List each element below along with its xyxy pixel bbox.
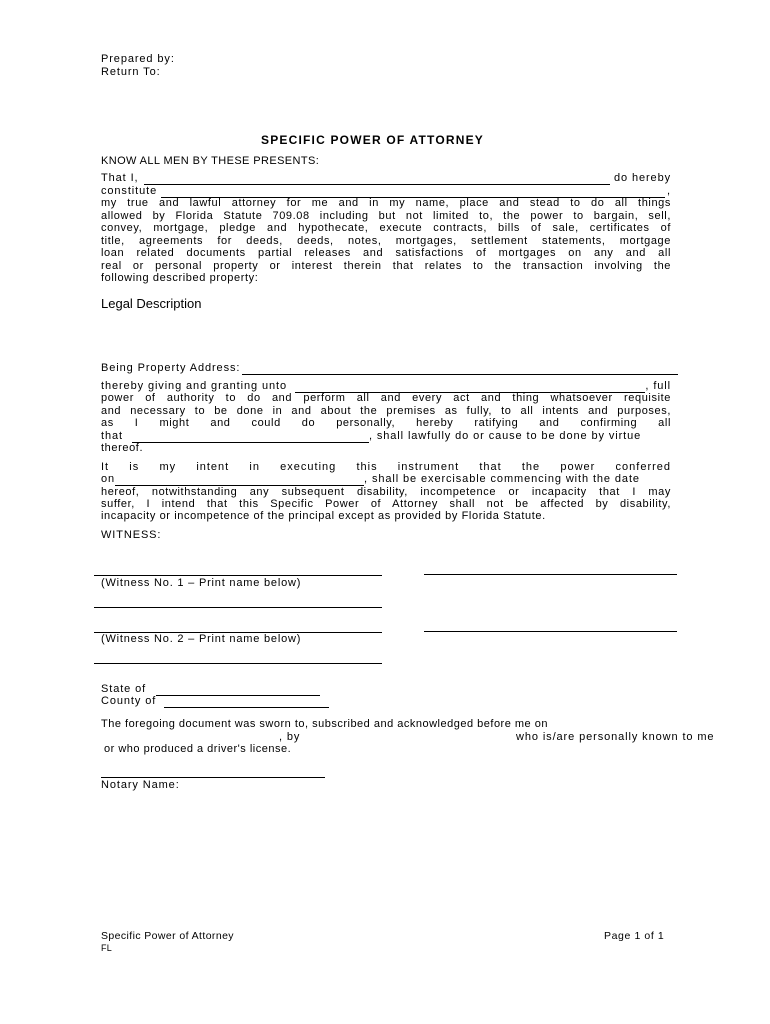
drivers-license-text: or who produced a driver's license. — [104, 743, 292, 755]
that-i-text: That I, — [101, 172, 139, 184]
prepared-by-label: Prepared by: — [101, 53, 175, 65]
grantor-name-blank[interactable] — [144, 175, 609, 185]
comma-text: , — [667, 185, 671, 197]
grantor-line — [101, 172, 671, 185]
sworn-statement: The foregoing document was sworn to, subscribed and acknowledged before me on — [101, 718, 548, 730]
witness2-name-line[interactable] — [94, 663, 382, 664]
witness1-name-line[interactable] — [94, 607, 382, 608]
footer-document-name: Specific Power of Attorney — [101, 930, 234, 942]
state-of-label: State of — [101, 683, 147, 695]
grant-last-line: following described property: — [101, 272, 259, 284]
full-text: , full — [645, 380, 671, 392]
that-text: that — [101, 430, 123, 442]
do-hereby-text: do hereby — [613, 172, 671, 184]
notary-name-label: Notary Name: — [101, 779, 180, 791]
county-blank[interactable] — [164, 698, 329, 708]
on-text: on — [101, 473, 116, 485]
personally-known-text: who is/are personally known to me — [516, 731, 715, 743]
giving-granting-text: thereby giving and granting unto — [101, 380, 287, 392]
property-address-line — [101, 362, 678, 375]
return-to-label: Return To: — [101, 66, 161, 78]
authority-line: power of authority to do and perform all and every act and thing whatsoever requisite — [101, 392, 671, 404]
property-address-blank[interactable] — [242, 365, 678, 375]
that-line — [101, 430, 671, 443]
effective-date-blank[interactable] — [115, 476, 364, 486]
witness-heading: WITNESS: — [101, 529, 162, 541]
on-date-line — [101, 473, 671, 486]
witness1-signature-line[interactable] — [94, 575, 382, 576]
notary-signature-line[interactable] — [101, 777, 325, 778]
legal-description-heading: Legal Description — [101, 296, 202, 311]
by-text: , by — [279, 731, 301, 743]
witness1-caption: (Witness No. 1 – Print name below) — [101, 577, 302, 589]
county-line — [101, 695, 329, 708]
footer-state: FL — [101, 943, 113, 953]
grant-line: title, agreements for deeds, deeds, notes, mortgages, settlement statements, mortgage — [101, 235, 671, 247]
county-of-label: County of — [101, 695, 157, 707]
intent-line: hereof, notwithstanding any subsequent disability, incompetence or incapacity that I may — [101, 486, 671, 498]
intent-last-line: incapacity or incompetence of the principal except as provided by Florida Statute. — [101, 510, 546, 522]
grant-line: real or personal property or interest therein that relates to the transaction involving the — [101, 260, 671, 272]
grant-line: allowed by Florida Statute 709.08 including but not limited to, the power to bargain, sell, — [101, 210, 671, 222]
intent-line: It is my intent in executing this instrument that the power conferred — [101, 461, 671, 473]
footer-page-number: Page 1 of 1 — [604, 930, 665, 942]
know-all-men-text: KNOW ALL MEN BY THESE PRESENTS: — [101, 155, 320, 167]
principal-second-line[interactable] — [424, 631, 677, 632]
property-address-label: Being Property Address: — [101, 362, 241, 374]
principal-signature-line[interactable] — [424, 574, 677, 575]
shall-lawfully-text: , shall lawfully do or cause to be done by virtue — [368, 430, 642, 442]
exercisable-text: , shall be exercisable commencing with the date — [364, 473, 640, 485]
thereof-text: thereof. — [101, 442, 144, 454]
intent-line: suffer, I intend that this Specific Power of Attorney shall not be affected by disability, — [101, 498, 671, 510]
grant-line: loan related documents partial releases and satisfactions of mortgages on any and all — [101, 247, 671, 259]
that-blank[interactable] — [132, 433, 369, 443]
constitute-text: constitute — [101, 185, 158, 197]
authority-line: and necessary to be done in and about the premises as fully, to all intents and purposes, — [101, 405, 671, 417]
authority-line: as I might and could do personally, hereby ratifying and confirming all — [101, 417, 671, 429]
grant-line: convey, mortgage, pledge and hypothecate, execute contracts, bills of sale, certificates of — [101, 222, 671, 234]
witness2-caption: (Witness No. 2 – Print name below) — [101, 633, 302, 645]
document-title: SPECIFIC POWER OF ATTORNEY — [261, 133, 484, 147]
grant-line: my true and lawful attorney for me and in my name, place and stead to do all things — [101, 197, 671, 209]
